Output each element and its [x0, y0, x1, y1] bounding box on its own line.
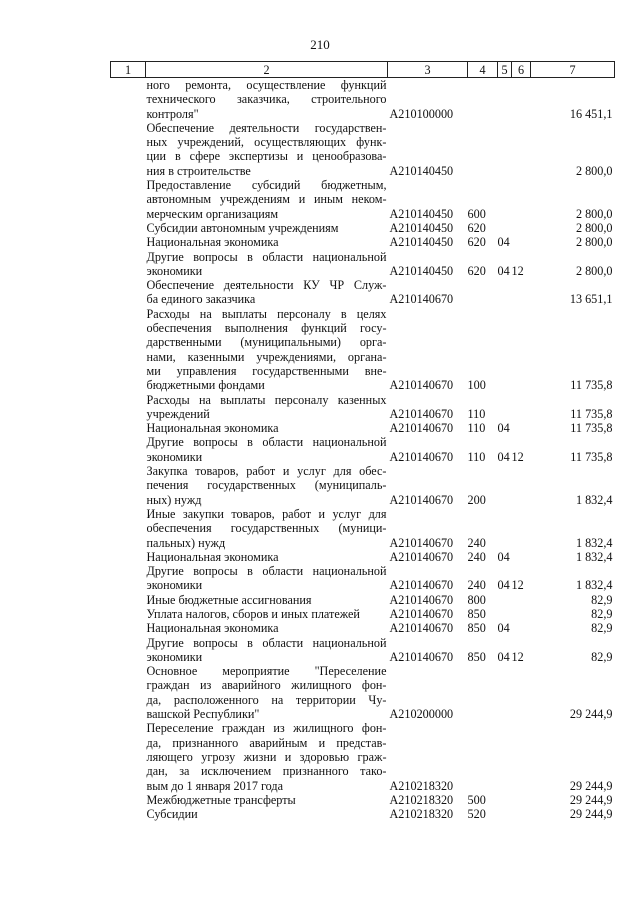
amount: 1 832,4: [575, 535, 613, 550]
table-row: [111, 664, 615, 721]
expense-type: 200: [467, 492, 486, 507]
table-row: [111, 564, 615, 593]
table-row: [111, 121, 615, 178]
table-row: [111, 807, 615, 821]
target-code: А210140450: [389, 220, 454, 235]
subsection: 12: [511, 449, 524, 464]
row-name: [146, 250, 388, 279]
empty-cell: [111, 807, 146, 821]
section: [498, 307, 512, 393]
expense-type: 620: [467, 263, 486, 278]
subsection: [512, 807, 531, 821]
section: [498, 464, 512, 507]
target-code: А210140670: [389, 621, 454, 636]
section: [498, 607, 512, 621]
expense-type: 240: [467, 578, 486, 593]
page-number: 210: [310, 37, 330, 52]
amount: 1 832,4: [575, 549, 613, 564]
header-row: [111, 62, 615, 78]
expense-type: [468, 278, 498, 307]
subsection: [512, 793, 531, 807]
row-name-line: ба единого заказчика: [146, 292, 256, 307]
row-name-line: Закупка товаров, работ и услуг для обес-: [146, 464, 387, 479]
target-code: А210140450: [389, 163, 454, 178]
row-name: [146, 564, 388, 593]
target-code: А210140450: [389, 263, 454, 278]
expense-type: 240: [467, 535, 486, 550]
col-header-7: 7: [531, 62, 615, 78]
target-code: А210100000: [389, 106, 454, 121]
subsection: [512, 593, 531, 607]
target-code: А210140670: [389, 378, 454, 393]
expense-type: 850: [467, 621, 486, 636]
amount: 29 244,9: [569, 778, 613, 793]
target-code: А210140670: [389, 292, 454, 307]
row-name: [146, 593, 388, 607]
col-header-1: 1: [111, 62, 146, 78]
row-name-line: дан, за исключением признанного тако-: [146, 764, 387, 779]
amount: 1 832,4: [575, 578, 613, 593]
amount: 82,9: [591, 649, 613, 664]
row-name-line: автономным учреждениям и иным неком-: [146, 192, 387, 207]
empty-cell: [111, 621, 146, 635]
table-row: [111, 435, 615, 464]
section: [498, 807, 512, 821]
row-name: [146, 421, 388, 435]
row-name-line: ляющего угрозу жизни и здоровью граж-: [146, 749, 387, 764]
empty-cell: [111, 636, 146, 665]
subsection: [512, 721, 531, 792]
row-name-line: вашской Республики": [146, 707, 260, 722]
subsection: [512, 550, 531, 564]
section: 04: [497, 578, 510, 593]
subsection: [512, 78, 531, 121]
row-name-line: бюджетными фондами: [146, 378, 265, 393]
row-name-line: Уплата налогов, сборов и иных платежей: [146, 606, 360, 621]
row-name-line: Национальная экономика: [146, 621, 279, 636]
empty-cell: [111, 664, 146, 721]
row-name: [146, 664, 388, 721]
col-header-6: 6: [512, 62, 531, 78]
row-name-line: ных) нужд: [146, 492, 202, 507]
table-row: [111, 507, 615, 550]
empty-cell: [111, 250, 146, 279]
row-name: [146, 235, 388, 249]
expense-type: 850: [467, 606, 486, 621]
target-code: А210140670: [389, 535, 454, 550]
subsection: [512, 621, 531, 635]
target-code: А210140670: [389, 649, 454, 664]
row-name: [146, 278, 388, 307]
amount: 82,9: [591, 592, 613, 607]
row-name-line: экономики: [146, 263, 203, 278]
amount: 13 651,1: [569, 292, 613, 307]
amount: 11 735,8: [570, 378, 613, 393]
table-row: [111, 593, 615, 607]
amount: 82,9: [591, 606, 613, 621]
section: [498, 664, 512, 721]
row-name: [146, 221, 388, 235]
section: [498, 121, 512, 178]
row-name-line: Предоставление субсидий бюджетным,: [146, 178, 387, 193]
table-row: [111, 421, 615, 435]
empty-cell: [111, 550, 146, 564]
expense-type: 620: [467, 220, 486, 235]
table-row: [111, 307, 615, 393]
col-header-4: 4: [468, 62, 498, 78]
section: 04: [497, 449, 510, 464]
table-body: [111, 78, 615, 822]
expense-type: 110: [467, 406, 486, 421]
table-row: [111, 464, 615, 507]
row-name-line: контроля": [146, 106, 199, 121]
row-name-line: печения государственных (муниципаль-: [146, 478, 387, 493]
section: [498, 507, 512, 550]
amount: 2 800,0: [575, 220, 613, 235]
row-name-line: технического заказчика, строительного: [146, 92, 387, 107]
row-name-line: Переселение граждан из жилищного фон-: [146, 721, 387, 736]
empty-cell: [111, 607, 146, 621]
row-name-line: ми управления государственными вне-: [146, 363, 387, 378]
subsection: [512, 235, 531, 249]
col-header-5: 5: [498, 62, 512, 78]
row-name-line: Национальная экономика: [146, 549, 279, 564]
empty-cell: [111, 421, 146, 435]
table-row: [111, 550, 615, 564]
empty-cell: [111, 121, 146, 178]
row-name: [146, 435, 388, 464]
row-name-line: вым до 1 января 2017 года: [146, 778, 284, 793]
subsection: [512, 307, 531, 393]
row-name-line: Другие вопросы в области национальной: [146, 435, 387, 450]
table-row: [111, 221, 615, 235]
row-name-line: Национальная экономика: [146, 421, 279, 436]
row-name-line: ции в сфере экспертизы и ценообразова-: [146, 149, 387, 164]
subsection: [512, 278, 531, 307]
amount: 2 800,0: [575, 235, 613, 250]
amount: 11 735,8: [570, 406, 613, 421]
amount: 29 244,9: [569, 792, 613, 807]
target-code: А210140670: [389, 449, 454, 464]
row-name-line: Расходы на выплаты персоналу казенных: [146, 392, 387, 407]
target-code: А210140670: [389, 549, 454, 564]
row-name-line: граждан из аварийного жилищного фон-: [146, 678, 387, 693]
row-name-line: Субсидии автономным учреждениям: [146, 220, 339, 235]
row-name: [146, 507, 388, 550]
target-code: А210140670: [389, 421, 454, 436]
amount: 29 244,9: [569, 807, 613, 822]
section: 04: [497, 549, 510, 564]
row-name-line: Межбюджетные трансферты: [146, 792, 296, 807]
expense-type: 100: [467, 378, 486, 393]
table-row: [111, 393, 615, 422]
section: [498, 221, 512, 235]
amount: 29 244,9: [569, 707, 613, 722]
row-name-line: экономики: [146, 578, 203, 593]
row-name-line: Основное мероприятие "Переселение: [146, 664, 387, 679]
section: [498, 278, 512, 307]
empty-cell: [111, 307, 146, 393]
expense-type: 110: [467, 449, 486, 464]
row-name-line: Другие вопросы в области национальной: [146, 564, 387, 579]
row-name-line: ного ремонта, осуществление функций: [146, 78, 387, 92]
expense-type: 800: [467, 592, 486, 607]
row-name-line: нами, казенными учреждениями, органа-: [146, 349, 387, 364]
subsection: [512, 421, 531, 435]
row-name: [146, 121, 388, 178]
row-name-line: Обеспечение деятельности КУ ЧР Служ-: [146, 278, 387, 293]
row-name-line: Обеспечение деятельности государствен-: [146, 120, 387, 135]
row-name-line: экономики: [146, 649, 203, 664]
row-name: [146, 178, 388, 221]
row-name: [146, 464, 388, 507]
subsection: [512, 221, 531, 235]
table-row: [111, 178, 615, 221]
amount: 2 800,0: [575, 206, 613, 221]
empty-cell: [111, 393, 146, 422]
target-code: А210140670: [389, 606, 454, 621]
empty-cell: [111, 464, 146, 507]
empty-cell: [111, 178, 146, 221]
subsection: 12: [511, 649, 524, 664]
amount: 1 832,4: [575, 492, 613, 507]
subsection: [512, 507, 531, 550]
table-row: [111, 235, 615, 249]
empty-cell: [111, 564, 146, 593]
target-code: А210140670: [389, 492, 454, 507]
target-code: А210200000: [389, 707, 454, 722]
expense-type: [468, 121, 498, 178]
target-code: А210140670: [389, 406, 454, 421]
row-name: [146, 78, 388, 121]
target-code: А210140450: [389, 206, 454, 221]
amount: 2 800,0: [575, 163, 613, 178]
row-name: [146, 307, 388, 393]
target-code: А210140670: [389, 592, 454, 607]
expense-type: 620: [467, 235, 486, 250]
target-code: А210218320: [389, 807, 454, 822]
row-name-line: ных учреждений, осуществляющих функ-: [146, 135, 387, 150]
row-name-line: Национальная экономика: [146, 235, 279, 250]
table-row: [111, 607, 615, 621]
row-name: [146, 807, 388, 821]
amount: 11 735,8: [570, 421, 613, 436]
amount: 82,9: [591, 621, 613, 636]
empty-cell: [111, 78, 146, 121]
empty-cell: [111, 278, 146, 307]
row-name-line: экономики: [146, 449, 203, 464]
empty-cell: [111, 593, 146, 607]
col-header-3: 3: [388, 62, 468, 78]
row-name-line: мерческим организациям: [146, 206, 279, 221]
table-row: [111, 721, 615, 792]
row-name: [146, 621, 388, 635]
expense-type: [468, 721, 498, 792]
empty-cell: [111, 235, 146, 249]
table-row: [111, 278, 615, 307]
row-name: [146, 393, 388, 422]
empty-cell: [111, 721, 146, 792]
row-name-line: обеспечения выполнения функций госу-: [146, 321, 387, 336]
row-name-line: Другие вопросы в области национальной: [146, 249, 387, 264]
row-name-line: Расходы на выплаты персоналу в целях: [146, 306, 387, 321]
table-row: [111, 621, 615, 635]
empty-cell: [111, 435, 146, 464]
amount: 11 735,8: [570, 449, 613, 464]
section: [498, 593, 512, 607]
section: [498, 178, 512, 221]
table-row: [111, 636, 615, 665]
target-code: А210140450: [389, 235, 454, 250]
row-name-line: ния в строительстве: [146, 163, 251, 178]
table-row: [111, 793, 615, 807]
row-name: [146, 636, 388, 665]
empty-cell: [111, 507, 146, 550]
section: [498, 721, 512, 792]
row-name: [146, 721, 388, 792]
amount: 2 800,0: [575, 263, 613, 278]
table-row: [111, 250, 615, 279]
row-name-line: обеспечения государственных (муници-: [146, 521, 387, 536]
row-name-line: да, расположенного на территории Чу-: [146, 692, 387, 707]
section: 04: [497, 621, 510, 636]
budget-table: [110, 61, 615, 821]
row-name-line: да, признанного аварийным и представ-: [146, 735, 387, 750]
row-name-line: Другие вопросы в области национальной: [146, 635, 387, 650]
col-header-2: 2: [146, 62, 388, 78]
section: [498, 393, 512, 422]
subsection: [512, 393, 531, 422]
empty-cell: [111, 793, 146, 807]
expense-type: 240: [467, 549, 486, 564]
row-name-line: Иные бюджетные ассигнования: [146, 592, 312, 607]
target-code: А210218320: [389, 778, 454, 793]
row-name-line: Субсидии: [146, 807, 198, 822]
row-name-line: дарственными (муниципальными) орга-: [146, 335, 387, 350]
expense-type: [468, 78, 498, 121]
section: 04: [497, 649, 510, 664]
row-name-line: учреждений: [146, 406, 210, 421]
subsection: [512, 664, 531, 721]
amount: 16 451,1: [569, 106, 613, 121]
expense-type: [468, 664, 498, 721]
subsection: [512, 464, 531, 507]
row-name-line: Иные закупки товаров, работ и услуг для: [146, 506, 387, 521]
subsection: [512, 607, 531, 621]
row-name: [146, 607, 388, 621]
row-name-line: пальных) нужд: [146, 535, 226, 550]
expense-type: 850: [467, 649, 486, 664]
section: [498, 793, 512, 807]
section: 04: [497, 263, 510, 278]
target-code: А210140670: [389, 578, 454, 593]
section: 04: [497, 421, 510, 436]
subsection: 12: [511, 578, 524, 593]
section: [498, 78, 512, 121]
target-code: А210218320: [389, 792, 454, 807]
row-name: [146, 550, 388, 564]
expense-type: 500: [467, 792, 486, 807]
subsection: 12: [511, 263, 524, 278]
row-name: [146, 793, 388, 807]
table-row: [111, 78, 615, 121]
expense-type: 600: [467, 206, 486, 221]
expense-type: 520: [467, 807, 486, 822]
subsection: [512, 121, 531, 178]
subsection: [512, 178, 531, 221]
empty-cell: [111, 221, 146, 235]
expense-type: 110: [467, 421, 486, 436]
section: 04: [497, 235, 510, 250]
